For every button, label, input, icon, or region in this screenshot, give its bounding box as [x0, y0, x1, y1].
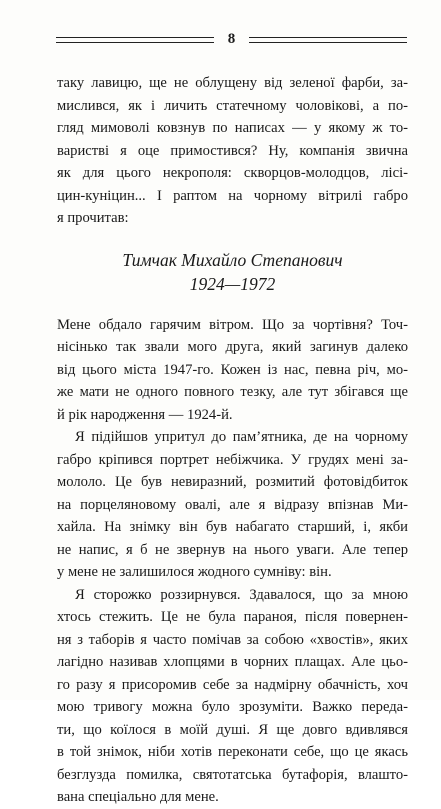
text-line: я прочитав: — [57, 210, 129, 226]
text-line: хайла. На знімку він був набагато старший, і, якби — [57, 519, 408, 535]
text-line: го разу я присоромив себе за надмірну обачність, хоч — [57, 676, 408, 693]
running-header — [56, 28, 407, 50]
text-line: хтось стежить. Це не була параноя, після повернен- — [57, 609, 408, 625]
text-line: ти, що коїлося в моїй душі. Я ще довго вдивлявся — [57, 721, 408, 738]
text-line: не напис, я б не звернув на нього уваги. Але тепер — [57, 541, 408, 558]
text-line: мою тривогу можна було зрозуміти. Важко переда- — [57, 699, 408, 715]
text-line: Мене обдало гарячим вітром. Що за чортівня? Точ- — [57, 316, 408, 333]
paragraph — [57, 314, 408, 427]
text-line: варистві я оце примостився? Ну, компанія звична — [57, 142, 408, 159]
text-line: ня з таборів я часто помічав за собою «хвостів», яких — [57, 631, 408, 648]
text-line: Я сторожко роззирнувся. Здавалося, що за мною — [75, 586, 408, 603]
text-line: в той знімок, ніби хотів переконати себе, що це якась — [57, 744, 408, 760]
text-line: цин-куніцин... І раптом на чорному вітрилі габро — [57, 187, 408, 204]
text-line: габро кріпився портрет небіжчика. У грудях мені за- — [57, 451, 408, 468]
header-rule-left — [56, 37, 214, 43]
text-line: мололо. Це був невиразний, розмитий фотовідбиток — [57, 474, 408, 490]
text-line: нісінько так звали мого друга, який загинув далеко — [57, 339, 408, 355]
paragraph — [57, 584, 408, 809]
text-line: безглузда помилка, святотатська бутафорія, влашто- — [57, 766, 408, 783]
text-line: на порцеляновому овалі, але я відразу впізнав Ми- — [57, 496, 408, 513]
text-line: вана спеціально для мене. — [57, 789, 219, 805]
epitaph-name: Тимчак Михайло Степанович — [122, 249, 343, 270]
text-line: мислився, як і личить статечному чоловікові, а по- — [57, 97, 408, 114]
page-number: 8 — [227, 31, 236, 47]
body-text — [57, 72, 408, 809]
text-line: у мене не залишилося жодного сумніву: він. — [57, 564, 332, 580]
paragraph — [57, 72, 408, 230]
text-line: лагідно називав хлопцями в чорних плащах. Але цьо- — [57, 654, 408, 670]
text-line: же мати не одного повного тезку, але тут збігався ще — [57, 384, 408, 400]
text-line: від цього міста 1947-го. Кожен із нас, певна річ, мо- — [57, 361, 408, 378]
epitaph-years: 1924—1972 — [189, 273, 276, 294]
text-line: як для цього некрополя: скворцов-молодцов, лісі- — [57, 165, 408, 181]
text-line: гляд мимоволі ковзнув по написах — у якому ж то- — [57, 120, 408, 136]
paragraph — [57, 426, 408, 584]
text-line: Я підійшов упритул до пам’ятника, де на чорному — [75, 429, 408, 445]
text-after-epitaph — [57, 314, 408, 809]
header-rule-right — [249, 37, 407, 43]
epitaph — [57, 248, 408, 296]
text-line: й рік народження — 1924-й. — [57, 406, 233, 423]
text-before-epitaph — [57, 72, 408, 230]
text-line: таку лавицю, ще не облущену від зеленої фарби, за- — [57, 75, 408, 91]
